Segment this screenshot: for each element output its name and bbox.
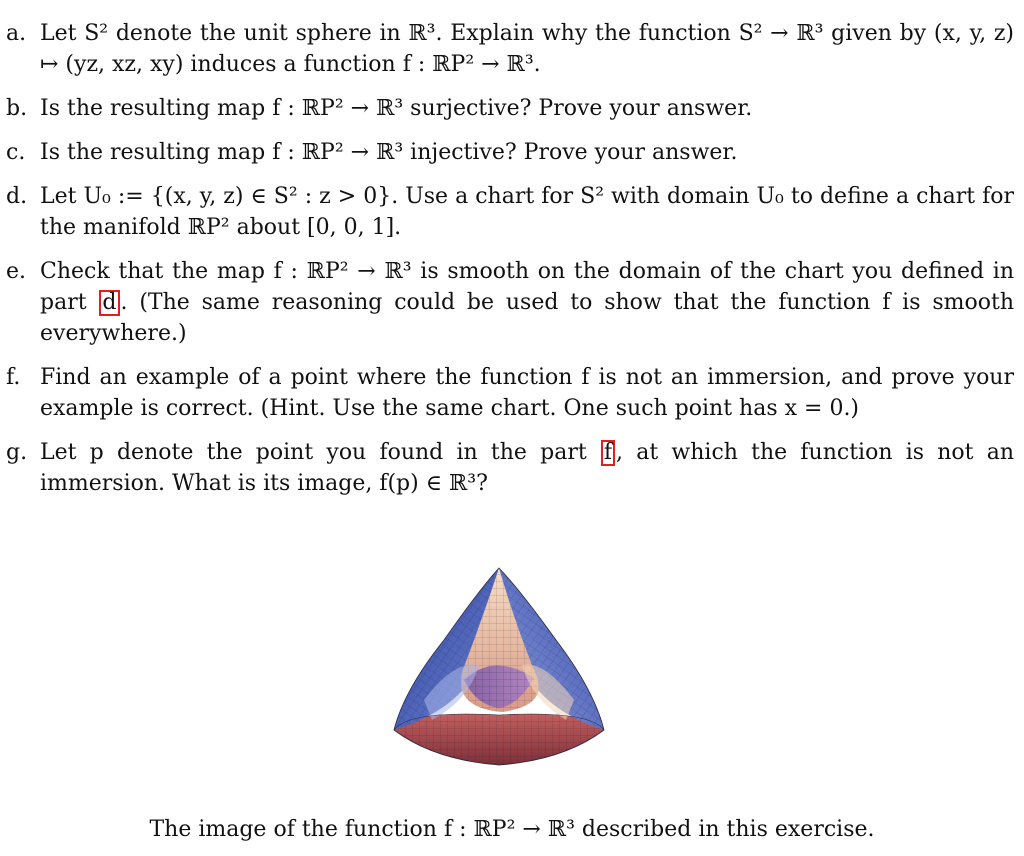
part-label: d. [6, 184, 28, 209]
exercise-part-g [0, 437, 1014, 499]
part-text-before: Let p denote the point you found in the part [40, 440, 600, 465]
part-text: Find an example of a point where the function f is not an immersion, and prove your example is correct. (Hint. Use the same chart. One such point has x = 0.) [40, 365, 1014, 421]
part-text [40, 256, 1014, 349]
part-text-before: Check that the map f : ℝP² → ℝ³ is smooth on the domain of the chart you defined in part [40, 259, 1014, 315]
part-text-after: . (The same reasoning could be used to show that the function f is smooth everywhere.) [40, 290, 1014, 346]
figure-caption: The image of the function f : ℝP² → ℝ³ described in this exercise. [149, 817, 875, 842]
part-label: f. [6, 365, 21, 390]
part-label: e. [6, 259, 27, 284]
exercise-part-e [0, 256, 1014, 349]
cross-reference-link-f[interactable]: f [601, 440, 615, 466]
steiner-surface-illustration [384, 560, 614, 770]
exercise-part-c [0, 137, 1014, 168]
cross-reference-link-d[interactable]: d [99, 290, 119, 316]
exercise-part-b [0, 93, 1014, 124]
part-label: b. [6, 96, 28, 121]
exercise-part-f [0, 362, 1014, 424]
surface-figure [384, 560, 614, 770]
exercise-part-a [0, 18, 1014, 80]
part-label: c. [6, 140, 26, 165]
part-label: a. [6, 21, 27, 46]
part-text: Let S² denote the unit sphere in ℝ³. Explain why the function S² → ℝ³ given by (x, y, z) ↦ (yz, xz, xy) induces a function f : ℝP² → ℝ³. [40, 21, 1014, 77]
exercise-list [0, 18, 1014, 499]
part-text-after: , at which the function is not an immersion. What is its image, f(p) ∈ ℝ³? [40, 440, 1014, 496]
part-text: Is the resulting map f : ℝP² → ℝ³ injective? Prove your answer. [40, 140, 738, 165]
exercise-part-d [0, 181, 1014, 243]
part-text: Is the resulting map f : ℝP² → ℝ³ surjective? Prove your answer. [40, 96, 753, 121]
part-text [40, 437, 1014, 499]
part-text: Let U₀ := {(x, y, z) ∈ S² : z > 0}. Use a chart for S² with domain U₀ to define a chart for the manifold ℝP² about [0, 0, 1]. [40, 184, 1014, 240]
part-label: g. [6, 440, 28, 465]
